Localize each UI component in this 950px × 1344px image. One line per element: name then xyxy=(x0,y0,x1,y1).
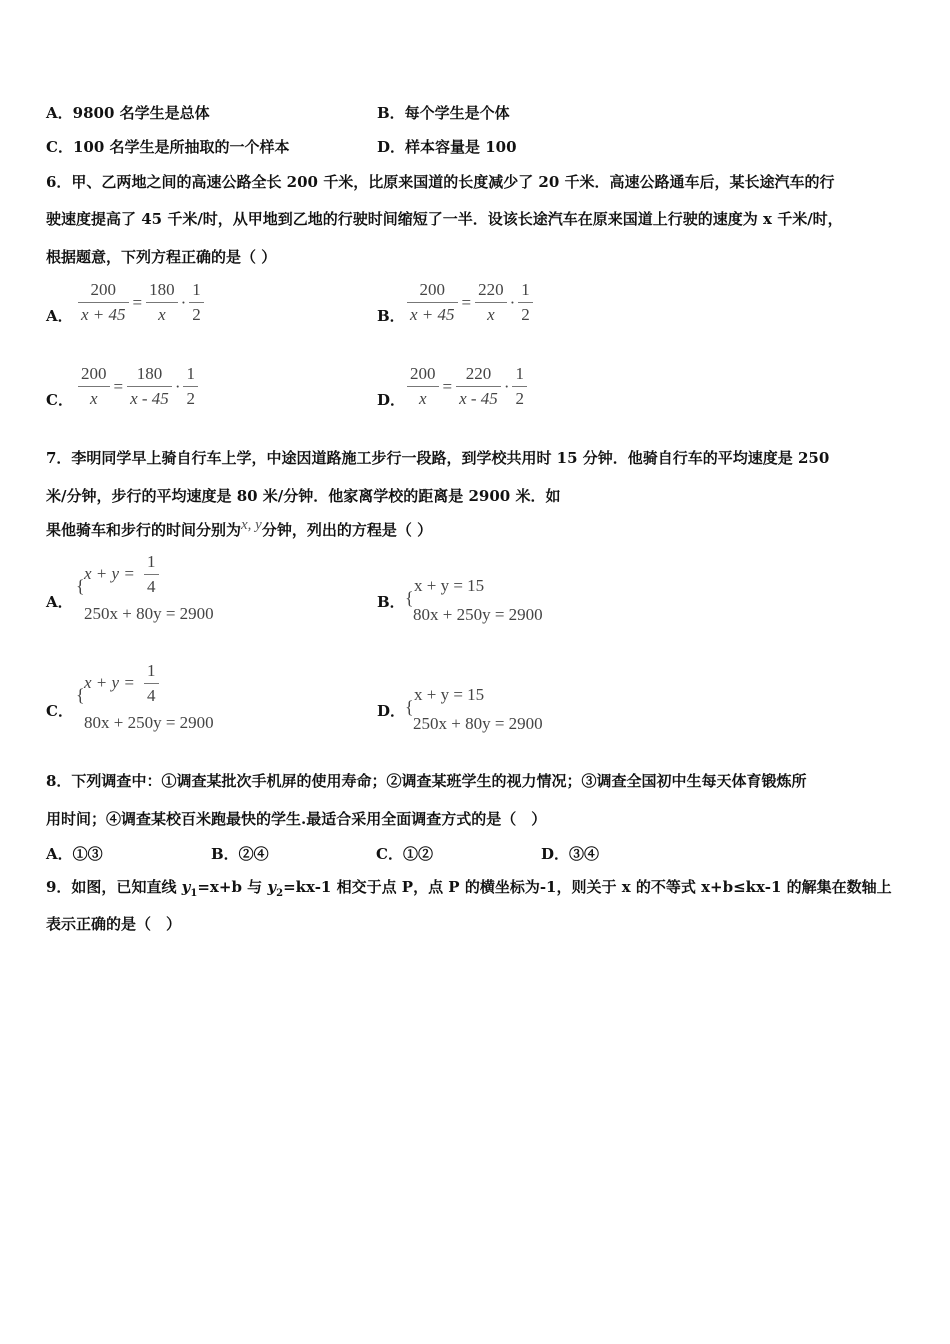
q8-option-a: A．①③ xyxy=(46,845,103,863)
q6-label-d: D． xyxy=(377,391,406,409)
q7-variables: x, y xyxy=(241,517,262,533)
q5-option-a: A．9800 名学生是总体 xyxy=(46,104,210,122)
q5-option-b: B．每个学生是个体 xyxy=(377,104,510,122)
q9-stem-line-1: 9．如图，已知直线 $y_1=x+b$ 与 $y_2=kx-1$ 相交于点 P，点 P 的横坐标为-1，则关于 x 的不等式 x+b≤kx-1 的解集在数轴上 xyxy=(46,878,892,899)
q7-stem-line-3: 果他骑车和步行的时间分别为x, y分钟，列出的方程是（ ） xyxy=(46,517,433,539)
q8-option-b: B．②④ xyxy=(211,845,269,863)
q7-label-c: C． xyxy=(46,702,73,720)
q6-stem-line-1: 6．甲、乙两地之间的高速公路全长 200 千米，比原来国道的长度减少了 20 千米．高速公路通车后，某长途汽车的行 xyxy=(46,173,835,191)
q6-stem-line-3: 根据题意，下列方程正确的是（ ） xyxy=(46,248,277,266)
q6-equation-a: $\frac{200}{x + 45}$ = $\frac{180}{x}$ · $\frac{1}{2}$ xyxy=(76,280,206,325)
q7-label-d: D． xyxy=(377,702,406,720)
q6-label-a: A． xyxy=(46,307,73,325)
q7-label-a: A． xyxy=(46,593,73,611)
q7-system-c: { x + y = $\frac{1}{4}$ 80x + 250y = 2900 xyxy=(76,661,214,732)
q7-system-d: { x + y = 15 250x + 80y = 2900 xyxy=(405,685,543,733)
q5-option-c: C．100 名学生是所抽取的一个样本 xyxy=(46,138,290,156)
q9-stem-line-2: 表示正确的是（ ） xyxy=(46,915,182,933)
q8-option-d: D．③④ xyxy=(541,845,600,863)
q7-system-b: { x + y = 15 80x + 250y = 2900 xyxy=(405,576,543,624)
q6-label-c: C． xyxy=(46,391,73,409)
q6-equation-b: $\frac{200}{x + 45}$ = $\frac{220}{x}$ · $\frac{1}{2}$ xyxy=(405,280,535,325)
q5-option-d: D．样本容量是 100 xyxy=(377,138,517,156)
q6-equation-c: $\frac{200}{x}$ = $\frac{180}{x - 45}$ · $\frac{1}{2}$ xyxy=(76,364,200,409)
q6-equation-d: $\frac{200}{x}$ = $\frac{220}{x - 45}$ · $\frac{1}{2}$ xyxy=(405,364,529,409)
q7-stem-line-2: 米/分钟，步行的平均速度是 80 米/分钟．他家离学校的距离是 2900 米．如 xyxy=(46,487,561,505)
q7-system-a: { x + y = $\frac{1}{4}$ 250x + 80y = 2900 xyxy=(76,552,214,623)
q6-stem-line-2: 驶速度提高了 45 千米/时，从甲地到乙地的行驶时间缩短了一半．设该长途汽车在原来国道上行驶的速度为 x 千米/时， xyxy=(46,210,843,228)
q8-option-c: C．①② xyxy=(376,845,433,863)
q8-stem-line-2: 用时间；④调查某校百米跑最快的学生.最适合采用全面调查方式的是（ ） xyxy=(46,810,547,828)
q8-stem-line-1: 8．下列调查中：①调查某批次手机屏的使用寿命；②调查某班学生的视力情况；③调查全国初中生每天体育锻炼所 xyxy=(46,772,807,790)
q7-label-b: B． xyxy=(377,593,405,611)
q6-label-b: B． xyxy=(377,307,405,325)
q7-stem-line-1: 7．李明同学早上骑自行车上学，中途因道路施工步行一段路，到学校共用时 15 分钟．他骑自行车的平均速度是 250 xyxy=(46,449,830,467)
